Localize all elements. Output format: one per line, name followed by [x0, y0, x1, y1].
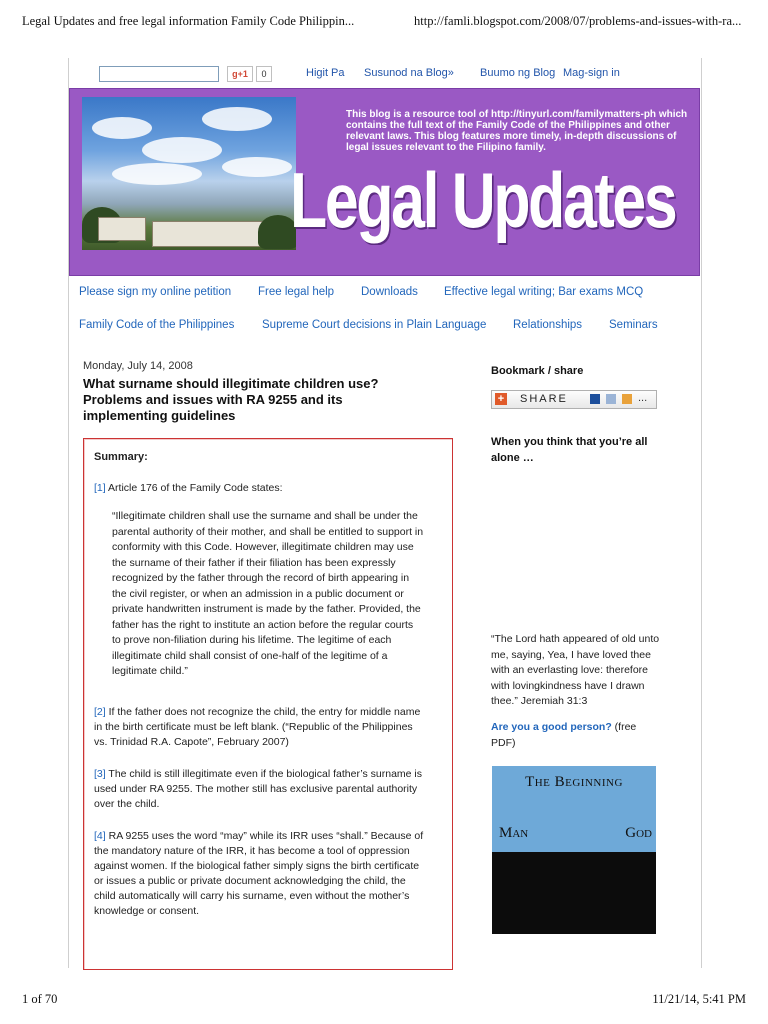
tab-seminars[interactable]: Seminars [609, 319, 658, 331]
navbar-create-blog-link[interactable]: Buumo ng Blog [480, 67, 556, 79]
blog-page [68, 58, 702, 968]
book-title-top: The Beginning [525, 774, 623, 790]
quote-heading: When you think that you’re all alone … [491, 436, 648, 464]
footnote-ref-1[interactable]: [1] [94, 482, 106, 494]
plus-one-count: 0 [256, 66, 272, 82]
delicious-icon [590, 394, 600, 404]
print-datetime: 11/21/14, 5:41 PM [652, 992, 746, 1006]
navbar-next-blog-link[interactable]: Susunod na Blog» [364, 67, 454, 79]
book-cover-image[interactable] [492, 766, 656, 934]
bible-verse: “The Lord hath appeared of old unto me, saying, Yea, I have loved thee with an everlasting love: therefore with lovingkindness have I drawn thee.” Jeremiah 31:3 [491, 633, 660, 707]
summary-point-4: [4] RA 9255 uses the word “may” while its IRR uses “shall.” Because of the mandatory nature of the IRR, it has become a tool of oppression against women. If the biological father simply signs the birth certificate or issues a public or private document acknowledging the child, the child automatically will carry his surname, even without the mother’s knowledge or consent. [94, 830, 424, 917]
footnote-ref-4[interactable]: [4] [94, 830, 106, 842]
print-page-url: http://famli.blogspot.com/2008/07/problems-and-issues-with-ra... [414, 14, 742, 28]
summary-point-2: [2] If the father does not recognize the child, the entry for middle name in the birth certificate must be left blank. (“Republic of the Philippines vs. Trinidad R.A. Capote”, February 2007) [94, 706, 421, 748]
book-word-god: God [625, 825, 652, 841]
share-button[interactable] [491, 390, 657, 409]
navbar-sign-in-link[interactable]: Mag-sign in [563, 67, 620, 79]
navbar-more-link[interactable]: Higit Pa [306, 67, 345, 79]
summary-box [83, 438, 453, 970]
google-plus-one-button[interactable]: g+1 [227, 66, 253, 82]
bookmark-heading: Bookmark / share [491, 365, 584, 377]
search-input[interactable] [99, 66, 219, 82]
share-more-icon: ... [638, 392, 648, 404]
blogger-navbar [69, 58, 701, 88]
good-person-link[interactable]: Are you a good person? [491, 721, 612, 733]
stumble-icon [622, 394, 632, 404]
footnote-ref-2[interactable]: [2] [94, 706, 106, 718]
header-banner[interactable] [69, 88, 700, 276]
tab-downloads[interactable]: Downloads [361, 286, 418, 298]
book-word-man: Man [499, 825, 529, 841]
print-page-number: 1 of 70 [22, 992, 58, 1006]
summary-point-3: [3] The child is still illegitimate even if the biological father’s surname is used under RA 9255. The mother still has exclusive parental authority over the child. [94, 768, 423, 810]
tab-supreme-court-decisions[interactable]: Supreme Court decisions in Plain Language [262, 319, 487, 331]
post-date: Monday, July 14, 2008 [83, 360, 193, 372]
plus-icon: + [495, 393, 507, 405]
book-dark-landscape [492, 852, 656, 934]
good-person-promo: Are you a good person? (free PDF) [491, 721, 637, 749]
footnote-ref-3[interactable]: [3] [94, 768, 106, 780]
post-title[interactable]: What surname should illegitimate children use? Problems and issues with RA 9255 and its implementing guidelines [83, 376, 379, 423]
tab-relationships[interactable]: Relationships [513, 319, 583, 331]
tab-online-petition[interactable]: Please sign my online petition [79, 286, 232, 298]
banner-description: This blog is a resource tool of http://tinyurl.com/familymatters-ph which contains the full text of the Family Code of the Philippines and other relevant laws. This blog features more timely, in-depth discussions of legal issues relevant to the Filipino family. [346, 109, 688, 153]
tab-family-code[interactable]: Family Code of the Philippines [79, 319, 235, 331]
tab-free-legal-help[interactable]: Free legal help [258, 286, 335, 298]
summary-title: Summary: [94, 451, 148, 463]
share-label: SHARE [520, 393, 568, 405]
campus-photo [82, 97, 296, 250]
tab-legal-writing[interactable]: Effective legal writing; Bar exams MCQ [444, 286, 644, 298]
digg-icon [606, 394, 616, 404]
blog-title[interactable]: Legal Updates [290, 156, 676, 244]
print-page-title: Legal Updates and free legal information Family Code Philippin... [22, 14, 355, 28]
summary-point-1: [1] Article 176 of the Family Code states: [94, 482, 283, 494]
article-176-quote: “Illegitimate children shall use the surname and shall be under the parental authority of their mother, and shall be entitled to support in conformity with this Code. However, illegitimate children may use the surname of their father if their filiation has been expressly recognized by the father through the record of birth appearing in the civil register, or when an admission in a public document or private handwritten instrument is made by the father. Provided, the father has the right to institute an action before the regular courts to prove non-filiation during his lifetime. The legitime of each illegitimate child shall consist of one-half of the legitime of a legitimate child.” [112, 510, 424, 677]
